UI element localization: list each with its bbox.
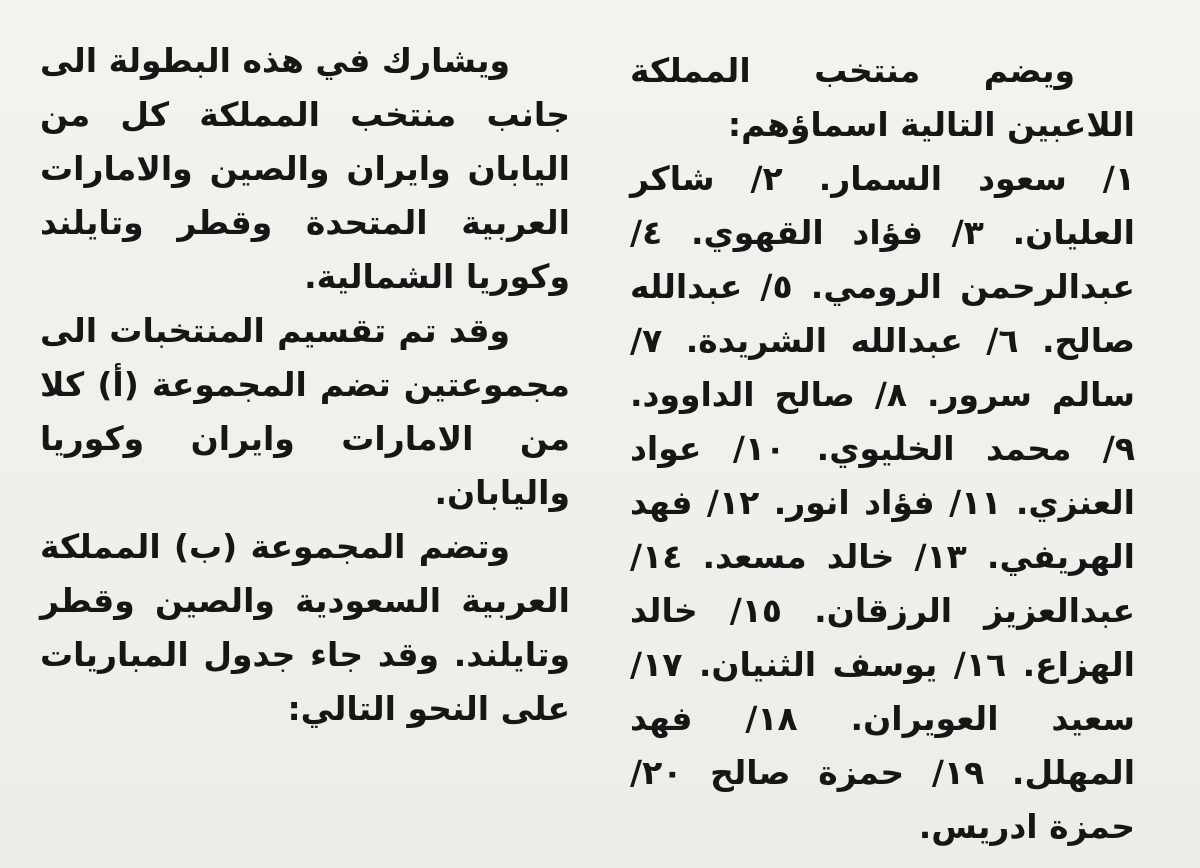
group-b-paragraph: وتضم المجموعة (ب) المملكة العربية السعودية والصين وقطر وتايلند. وقد جاء جدول المباريات على النحو التالي:: [40, 527, 570, 728]
right-text-column: [630, 44, 1135, 854]
participants-paragraph: ويشارك في هذه البطولة الى جانب منتخب المملكة كل من اليابان وايران والصين والامارات العربية المتحدة وقطر وتايلند وكوريا الشمالية.: [40, 41, 570, 296]
squad-intro-paragraph: ويضم منتخب المملكة اللاعبين التالية اسماؤهم:: [630, 51, 1135, 144]
player-list-paragraph: ١/ سعود السمار. ٢/ شاكر العليان. ٣/ فؤاد القهوي. ٤/ عبدالرحمن الرومي. ٥/ عبدالله صالح. ٦/ عبدالله الشريدة. ٧/ سالم سرور. ٨/ صالح الداوود. ٩/ محمد الخليوي. ١٠/ عواد العنزي. ١١/ فؤاد انور. ١٢/ فهد الهريفي. ١٣/ خالد مسعد. ١٤/ عبدالعزيز الرزقان. ١٥/ خالد الهزاع. ١٦/ يوسف الثنيان. ١٧/ سعيد العويران. ١٨/ فهد المهلل. ١٩/ حمزة صالح ٢٠/ حمزة ادريس.: [630, 159, 1136, 846]
left-text-column: [40, 34, 570, 736]
group-a-paragraph: وقد تم تقسيم المنتخبات الى مجموعتين تضم المجموعة (أ) كلا من الامارات وايران وكوريا واليابان.: [40, 311, 570, 512]
